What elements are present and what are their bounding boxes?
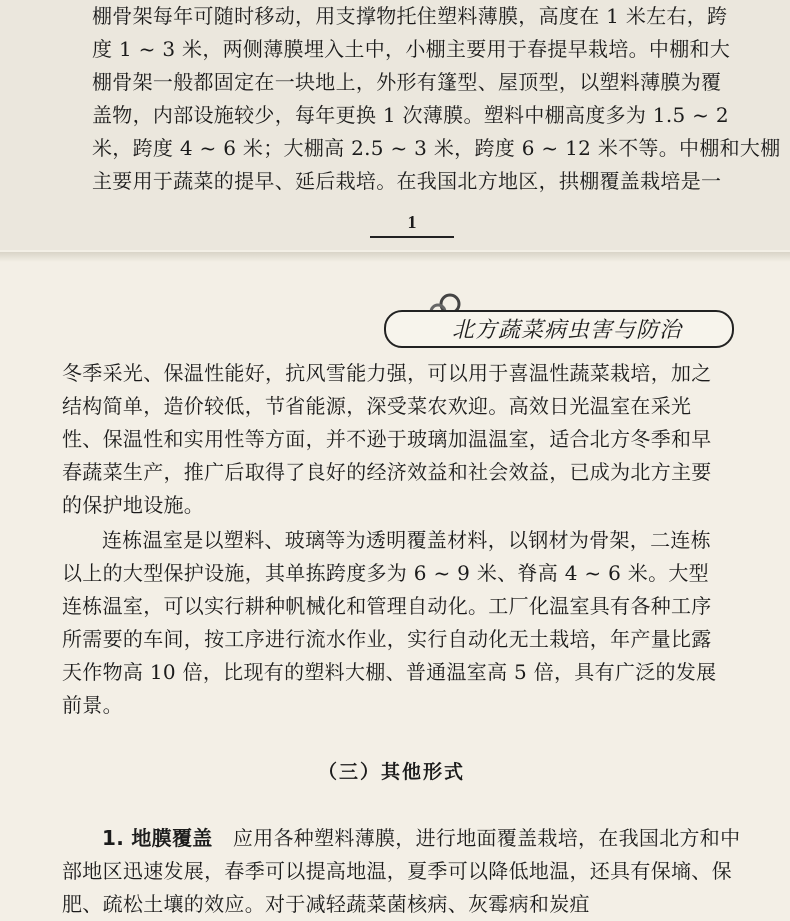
text-line: 棚骨架每年可随时移动，用支撑物托住塑料薄膜，高度在 1 米左右，跨 (92, 4, 728, 28)
previous-page-text (92, 0, 781, 198)
text-line: 主要用于蔬菜的提早、延后栽培。在我国北方地区，拱棚覆盖栽培是一 (92, 169, 722, 193)
section-heading: （三）其他形式 (318, 761, 466, 783)
subsection-label: 1. 地膜覆盖 (102, 826, 213, 850)
text-line: 度 1 ~ 3 米，两侧薄膜埋入土中，小棚主要用于春提早栽培。中棚和大 (92, 37, 731, 61)
subsection-text (62, 822, 742, 921)
subsection-body: 应用各种塑料薄膜，进行地面覆盖栽培，在我国北方和中部地区迅速发展，春季可以提高地温，夏季可以降低地温，还具有保墒、保肥、疏松土壤的效应。对于减轻蔬菜菌核病、灰霉病和炭疽 (62, 826, 741, 916)
body-text (62, 357, 722, 722)
page-number-rule (370, 236, 454, 238)
paragraph (62, 822, 742, 921)
paragraph: 连栋温室是以塑料、玻璃等为透明覆盖材料，以钢材为骨架，二连栋以上的大型保护设施，其单拣跨度多为 6 ~ 9 米、脊高 4 ~ 6 米。大型连栋温室，可以实行耕种帆械化和管理自动化。工厂化温室具有各种工序所需要的车间，按工序进行流水作业，实行自动化无土栽培，年产量比露天作物高 10 倍，比现有的塑料大棚、普通温室高 5 倍，具有广泛的发展前景。 (62, 528, 717, 717)
paragraph: 冬季采光、保温性能好，抗风雪能力强，可以用于喜温性蔬菜栽培，加之结构简单，造价较低，节省能源，深受菜农欢迎。高效日光温室在采光性、保温性和实用性等方面，并不逊于玻璃加温温室，适合北方冬季和早春蔬菜生产，推广后取得了良好的经济效益和社会效益，已成为北方主要的保护地设施。 (62, 361, 712, 517)
page-fold-shadow (0, 252, 790, 262)
page-number: 1 (407, 212, 417, 232)
text-line: 棚骨架一般都固定在一块地上，外形有篷型、屋顶型，以塑料薄膜为覆 (92, 70, 722, 94)
running-header-title: 北方蔬菜病虫害与防治 (452, 318, 683, 343)
text-line: 米，跨度 4 ~ 6 米；大棚高 2.5 ~ 3 米，跨度 6 ~ 12 米不等。中棚和大棚 (92, 136, 781, 160)
text-line: 盖物，内部设施较少，每年更换 1 次薄膜。塑料中棚高度多为 1.5 ~ 2 (92, 103, 729, 127)
previous-page-top (0, 0, 790, 250)
